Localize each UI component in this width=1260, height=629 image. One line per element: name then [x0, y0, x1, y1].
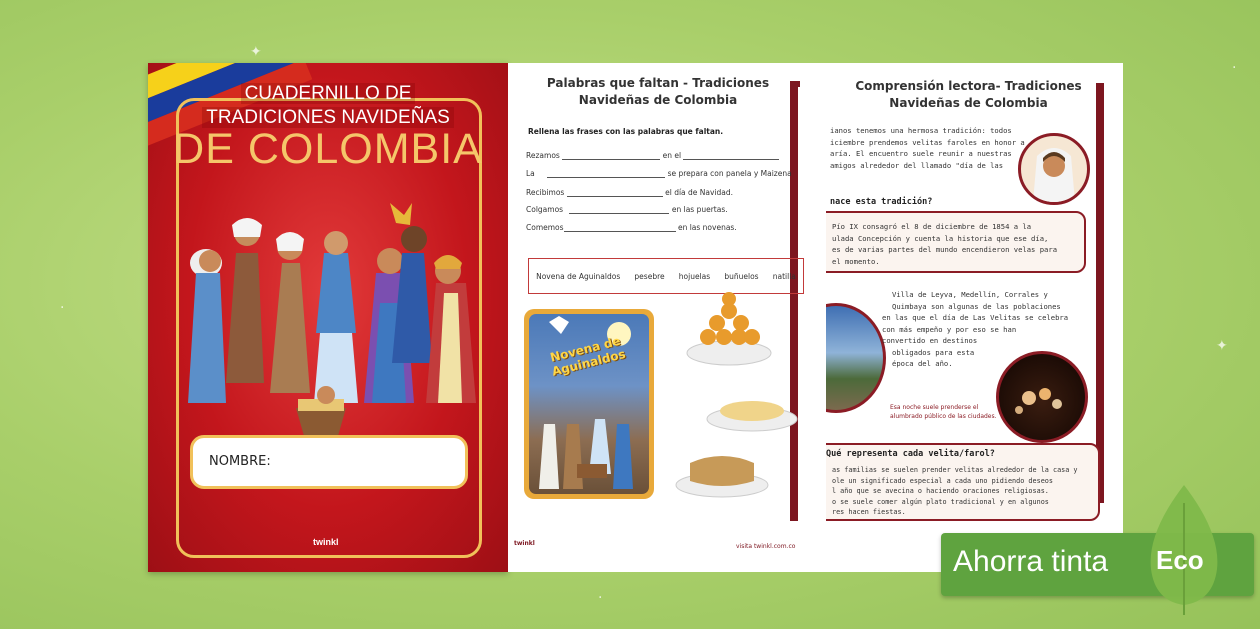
town-landscape-photo	[826, 303, 886, 413]
section-heading: nace esta tradición?	[830, 197, 933, 207]
history-box: Pío IX consagró el 8 de diciembre de 1854 a la ulada Concepción y cuenta la historia que ese día, es de varias partes del mundo encendieron velas para el momento.	[826, 211, 1086, 273]
word-bank-item: buñuelos	[724, 271, 759, 281]
sparkle-decoration: ·	[598, 590, 603, 606]
novena-book-image	[524, 309, 654, 499]
worksheet-missing-words-page	[508, 63, 826, 572]
sparkle-decoration: ·	[1232, 60, 1237, 76]
cover-title-line2: TRADICIONES NAVIDEÑAS	[148, 107, 508, 129]
twinkl-logo: twinkl	[313, 537, 339, 547]
novena-title: Novena de Aguinaldos	[548, 333, 627, 379]
hojuelas-plate-image	[704, 389, 800, 437]
bunuelos-plate-image	[684, 281, 774, 371]
footer-link[interactable]: visita twinkl.com.co	[736, 543, 796, 550]
cover-page	[148, 63, 508, 572]
word-bank-item: pesebre	[634, 271, 665, 281]
cover-title-line3: DE COLOMBIA	[173, 125, 483, 173]
name-label: NOMBRE:	[209, 454, 271, 469]
meaning-box: Qué representa cada velita/farol? as familias se suelen prender velitas alrededor de la casa y ole un significado especial a cada uno pidiendo deseos l año que se avecina o haciendo oraciones religiosas. o se suele comer algún plato tradicional y en algunos res hacen fiestas.	[826, 443, 1100, 521]
places-text: Villa de Leyva, Medellín, Corrales y Quimbaya son algunas de las poblaciones en las que el día de Las Velitas se celebra con más empeño y por eso se han convertido en destinos obligados para esta época del año.	[882, 290, 1069, 368]
word-bank-item: natilla	[772, 271, 796, 281]
eco-label: Ahorra tinta	[953, 545, 1109, 578]
page3-title: Comprensión lectora- Tradiciones Navideñas de Colombia	[855, 79, 1082, 110]
intro-text: ianos tenemos una hermosa tradición: todos iciembre prendemos velitas faroles en honor a aría. El encuentro suele reunir a nuestras amigos alrededor del llamado "día de las	[830, 126, 1025, 170]
photo-caption: Esa noche suele prenderse el alumbrado público de las ciudades.	[890, 404, 997, 420]
fill-row: Colgamos en las puertas.	[526, 205, 728, 214]
fill-row: Comemos en las novenas.	[526, 223, 737, 232]
eco-word: Eco	[1156, 545, 1204, 575]
natilla-plate-image	[674, 445, 770, 499]
fill-row: La se prepara con panela y Maizena	[526, 169, 792, 178]
twinkl-logo: twinkl	[514, 540, 535, 547]
candles-photo	[996, 351, 1088, 443]
virgin-mary-portrait	[1018, 133, 1090, 205]
word-bank-item: Novena de Aguinaldos	[536, 271, 621, 281]
word-bank-item: hojuelas	[678, 271, 711, 281]
fill-row: Recibimos el día de Navidad.	[526, 188, 734, 197]
section-heading: Qué representa cada velita/farol?	[826, 449, 995, 459]
name-field[interactable]	[190, 435, 468, 489]
reading-comprehension-page	[826, 63, 1123, 572]
page-border-right	[1096, 83, 1104, 503]
page-border-right	[790, 81, 798, 521]
sparkle-decoration: ·	[60, 300, 65, 316]
nativity-figures-illustration	[186, 203, 486, 453]
sparkle-decoration: ✦	[1216, 338, 1228, 354]
cover-title-line1: CUADERNILLO DE	[148, 83, 508, 105]
fill-row: Rezamos en el	[526, 151, 779, 160]
sparkle-decoration: ✦	[250, 44, 262, 60]
page2-title: Palabras que faltan - Tradiciones Navideñas de Colombia	[546, 76, 770, 107]
page2-instructions: Rellena las frases con las palabras que faltan.	[528, 127, 724, 136]
